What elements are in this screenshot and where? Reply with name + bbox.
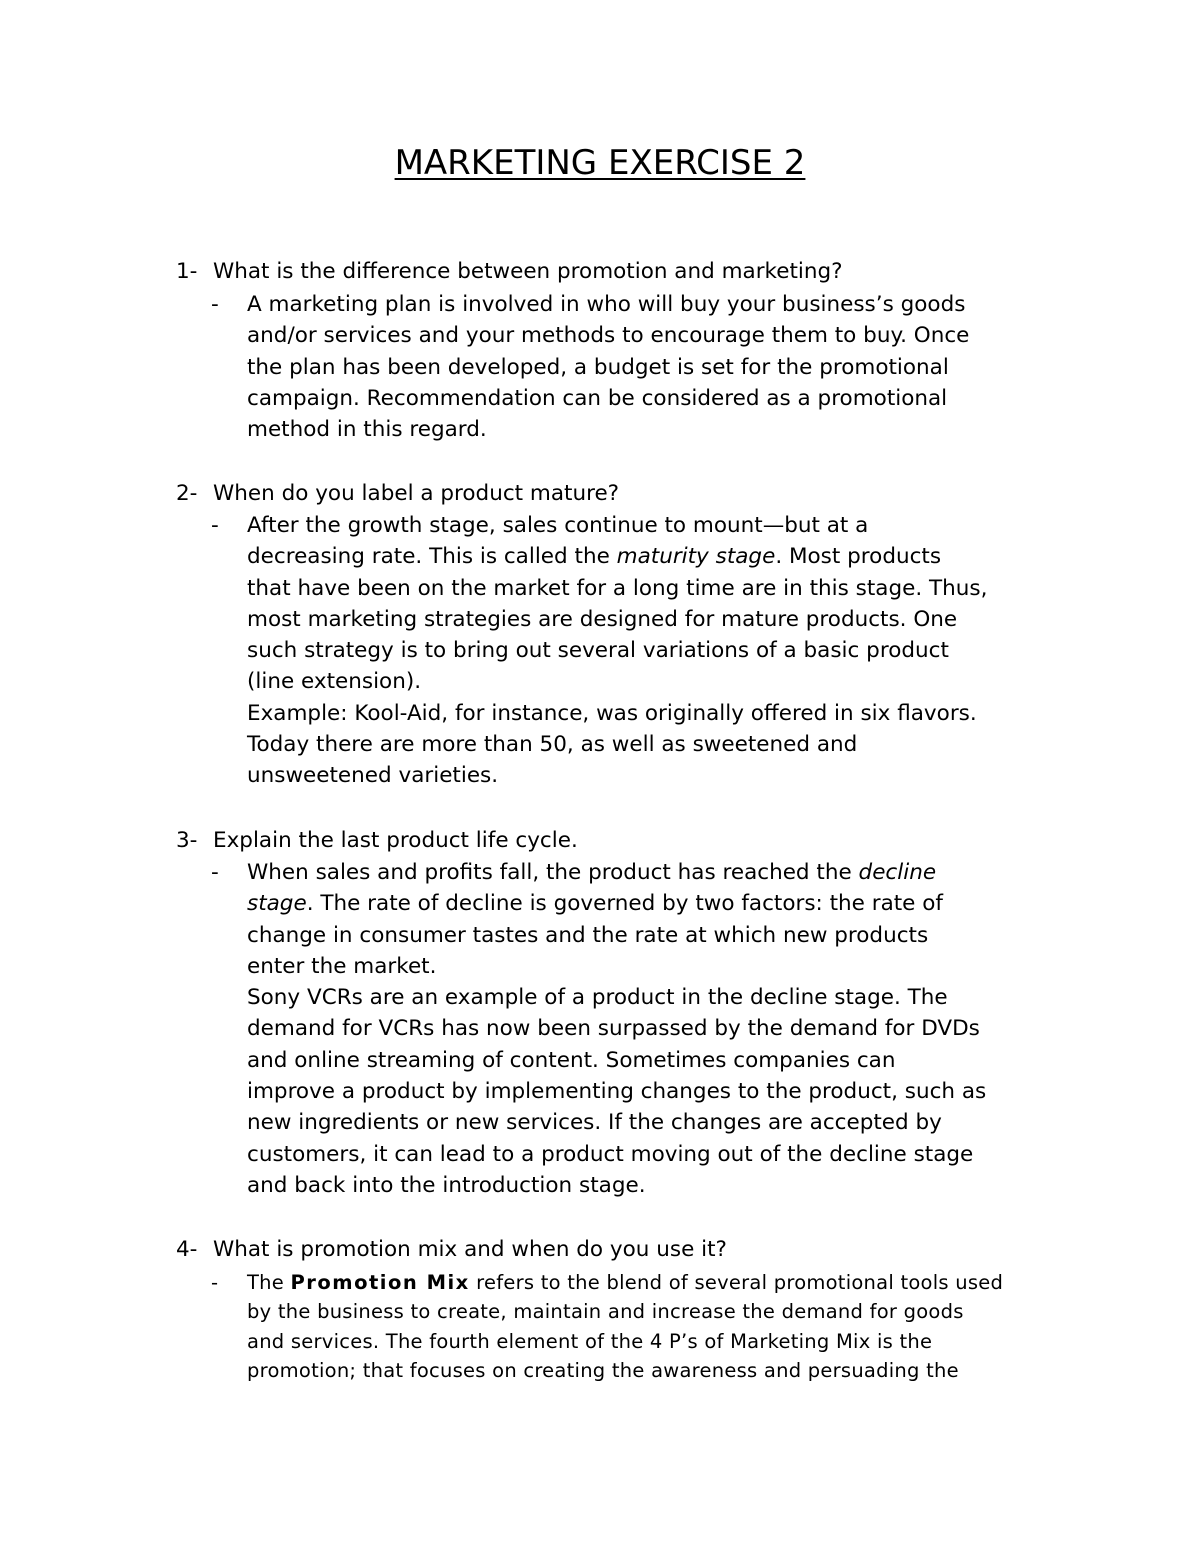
question-2	[176, 478, 1076, 510]
answer-bullet: -	[211, 1271, 219, 1294]
answer-line: method in this regard.	[247, 417, 487, 443]
answer-bullet: -	[211, 860, 219, 885]
question-3	[176, 825, 1076, 857]
question-text: What is the difference between promotion and marketing?	[213, 259, 843, 284]
example-line: Sony VCRs are an example of a product in the decline stage. The	[247, 985, 948, 1011]
answer-line	[247, 541, 1077, 572]
answer-line: A marketing plan is involved in who will buy your business’s goods	[247, 292, 966, 317]
example-line: customers, it can lead to a product moving out of the decline stage	[247, 1141, 974, 1167]
example-line: and online streaming of content. Sometimes companies can	[247, 1047, 896, 1073]
example-line: Today there are more than 50, as well as sweetened and	[247, 732, 858, 758]
answer-line: most marketing strategies are designed for mature products. One	[247, 606, 958, 632]
question-number: 1-	[176, 259, 198, 284]
question-number: 2-	[176, 481, 198, 506]
term-stage: stage	[247, 891, 307, 917]
answer-line: and/or services and your methods to encourage them to buy. Once	[247, 323, 970, 349]
question-text: When do you label a product mature?	[213, 481, 620, 506]
answer-text: . Most products	[775, 544, 942, 570]
question-4	[176, 1234, 1076, 1266]
answer-4	[247, 1268, 1077, 1385]
example-line: new ingredients or new services. If the changes are accepted by	[247, 1110, 942, 1136]
answer-3	[247, 857, 1077, 1201]
answer-line: that have been on the market for a long time are in this stage. Thus,	[247, 575, 988, 601]
answer-bullet: -	[211, 513, 219, 538]
answer-line: the plan has been developed, a budget is set for the promotional	[247, 354, 949, 380]
answer-line: and services. The fourth element of the 4 P’s of Marketing Mix is the	[247, 1329, 933, 1353]
example-line: Example: Kool-Aid, for instance, was originally offered in six flavors.	[247, 700, 977, 726]
term-decline: decline	[858, 860, 937, 885]
example-line: and back into the introduction stage.	[247, 1172, 646, 1198]
answer-text: refers to the blend of several promotional tools used	[469, 1271, 1004, 1294]
answer-line	[247, 857, 1077, 888]
answer-1	[247, 289, 1077, 445]
answer-line: (line extension).	[247, 669, 422, 695]
question-text: What is promotion mix and when do you use it?	[213, 1237, 727, 1262]
answer-line: campaign. Recommendation can be considered as a promotional	[247, 385, 948, 411]
page-title: MARKETING EXERCISE 2	[394, 143, 806, 183]
answer-text: The	[247, 1271, 291, 1294]
answer-text: decreasing rate. This is called the	[247, 544, 617, 570]
answer-line	[247, 1268, 1077, 1297]
question-number: 3-	[176, 828, 198, 853]
term-maturity-stage: maturity stage	[616, 544, 776, 570]
answer-text: When sales and profits fall, the product has reached the	[247, 860, 859, 885]
question-number: 4-	[176, 1237, 198, 1262]
answer-line: After the growth stage, sales continue to mount—but at a	[247, 513, 869, 538]
answer-line: promotion; that focuses on creating the awareness and persuading the	[247, 1358, 959, 1382]
question-1	[176, 256, 1076, 288]
term-promotion-mix: Promotion Mix	[290, 1271, 470, 1294]
question-text: Explain the last product life cycle.	[213, 828, 578, 853]
example-line: demand for VCRs has now been surpassed by the demand for DVDs	[247, 1016, 980, 1042]
answer-2	[247, 510, 1077, 792]
answer-line: change in consumer tastes and the rate at which new products	[247, 922, 929, 948]
answer-line: such strategy is to bring out several variations of a basic product	[247, 638, 949, 664]
answer-text: . The rate of decline is governed by two factors: the rate of	[306, 891, 943, 917]
answer-bullet: -	[211, 292, 219, 317]
answer-line: by the business to create, maintain and increase the demand for goods	[247, 1300, 964, 1324]
answer-line	[247, 888, 1077, 919]
example-line: unsweetened varieties.	[247, 763, 499, 789]
answer-line: enter the market.	[247, 953, 437, 979]
example-line: improve a product by implementing changes to the product, such as	[247, 1079, 987, 1105]
